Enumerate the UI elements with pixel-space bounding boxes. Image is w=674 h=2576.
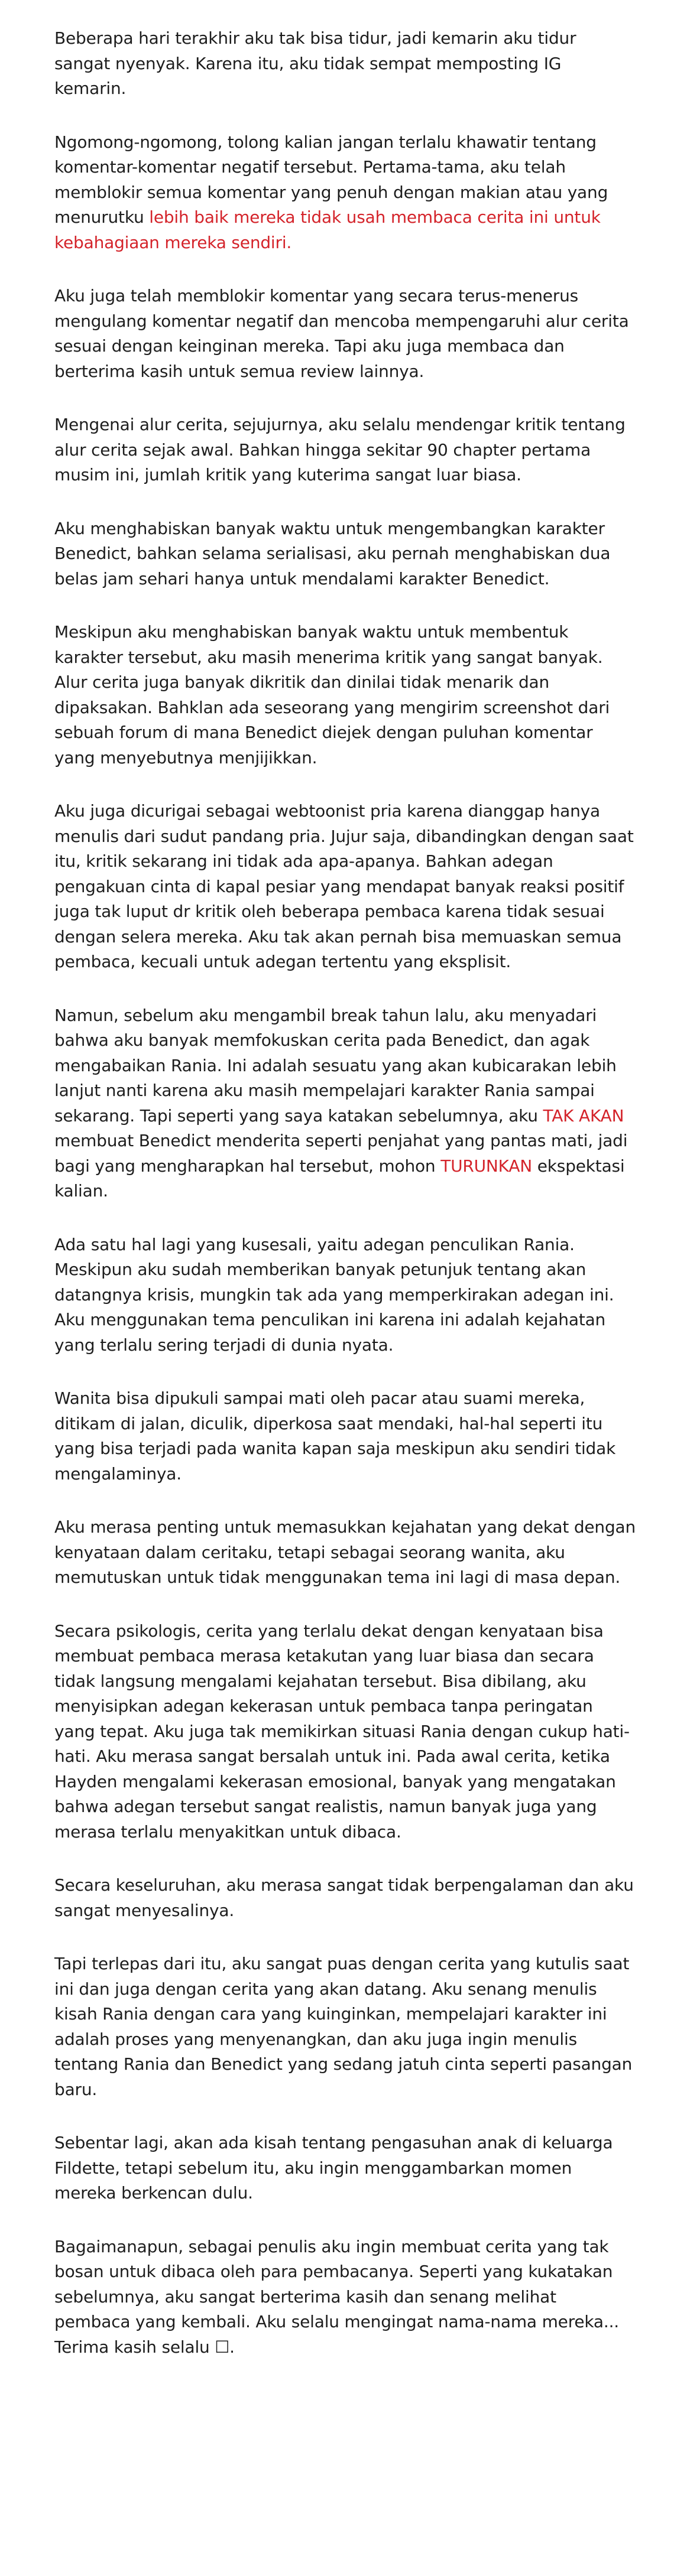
highlighted-text: TAK AKAN <box>543 1105 624 1126</box>
paragraph-text: Ada satu hal lagi yang kusesali, yaitu adegan penculikan Rania. Meskipun aku sudah memberikan banyak petunjuk tentang akan datangnya krisis, mungkin tak ada yang memperkirakan adegan ini. Aku menggunakan tema penculikan ini karena ini adalah kejahatan yang terlalu sering terjadi di dunia nyata. <box>54 1234 614 1355</box>
note-paragraph <box>54 620 637 770</box>
highlighted-text: lebih baik mereka tidak usah membaca cerita ini untuk kebahagiaan mereka sendiri. <box>54 207 601 252</box>
paragraph-text: membuat Benedict menderita seperti penjahat yang pantas mati, jadi bagi yang mengharapkan hal tersebut, mohon <box>54 1131 628 1176</box>
note-paragraph <box>54 1386 637 1487</box>
paragraph-text: Namun, sebelum aku mengambil break tahun lalu, aku menyadari bahwa aku banyak memfokuskan cerita pada Benedict, dan agak mengabaikan Rania. Ini adalah sesuatu yang akan kubicarakan lebih lanjut nanti karena aku masih mempelajari karakter Rania sampai sekarang. Tapi seperti yang saya katakan sebelumnya, aku <box>54 1005 617 1126</box>
note-paragraph <box>54 2235 637 2360</box>
paragraph-text: Aku merasa penting untuk memasukkan kejahatan yang dekat dengan kenyataan dalam ceritaku, tetapi sebagai seorang wanita, aku memutuskan untuk tidak menggunakan tema ini lagi di masa depan. <box>54 1517 636 1587</box>
paragraph-text: ekspektasi kalian. <box>54 1156 625 1201</box>
author-note-column <box>54 26 637 2388</box>
note-paragraph <box>54 799 637 975</box>
note-paragraph <box>54 2131 637 2206</box>
note-paragraph <box>54 1515 637 1591</box>
paragraph-text: Secara keseluruhan, aku merasa sangat tidak berpengalaman dan aku sangat menyesalinya. <box>54 1875 634 1920</box>
note-paragraph <box>54 1619 637 1845</box>
paragraph-text: Meskipun aku menghabiskan banyak waktu untuk membentuk karakter tersebut, aku masih menerima kritik yang sangat banyak. Alur cerita juga banyak dikritik dan dinilai tidak menarik dan dipaksakan. Bahklan ada seseorang yang mengirim screenshot dari sebuah forum di mana Benedict diejek dengan puluhan komentar yang menyebutnya menjijikkan. <box>54 622 610 767</box>
paragraph-text: Bagaimanapun, sebagai penulis aku ingin membuat cerita yang tak bosan untuk dibaca oleh para pembacanya. Seperti yang kukatakan sebelumnya, aku sangat berterima kasih dan senang melihat pembaca yang kembali. Aku selalu mengingat nama-nama mereka... Terima kasih selalu ☐. <box>54 2236 619 2357</box>
paragraph-text: Aku juga dicurigai sebagai webtoonist pria karena dianggap hanya menulis dari sudut pandang pria. Jujur saja, dibandingkan dengan saat itu, kritik sekarang ini tidak ada apa-apanya. Bahkan adegan pengakuan cinta di kapal pesiar yang mendapat banyak reaksi positif juga tak luput dr kritik oleh beberapa pembaca karena tidak sesuai dengan selera mereka. Aku tak akan pernah bisa memuaskan semua pembaca, kecuali untuk adegan tertentu yang eksplisit. <box>54 801 634 971</box>
paragraph-text: Aku menghabiskan banyak waktu untuk mengembangkan karakter Benedict, bahkan selama serialisasi, aku pernah menghabiskan dua belas jam sehari hanya untuk mendalami karakter Benedict. <box>54 518 611 588</box>
note-paragraph <box>54 412 637 488</box>
note-paragraph <box>54 284 637 384</box>
paragraph-text: Secara psikologis, cerita yang terlalu dekat dengan kenyataan bisa membuat pembaca merasa ketakutan yang luar biasa dan secara tidak langsung mengalami kejahatan tersebut. Bisa dibilang, aku menyisipkan adegan kekerasan untuk pembaca tanpa peringatan yang tepat. Aku juga tak memikirkan situasi Rania dengan cukup hati-hati. Aku merasa sangat bersalah untuk ini. Pada awal cerita, ketika Hayden mengalami kekerasan emosional, banyak yang mengatakan bahwa adegan tersebut sangat realistis, namun banyak juga yang merasa terlalu menyakitkan untuk dibaca. <box>54 1621 630 1842</box>
note-paragraph <box>54 1003 637 1204</box>
paragraph-text: Beberapa hari terakhir aku tak bisa tidur, jadi kemarin aku tidur sangat nyenyak. Karena itu, aku tidak sempat memposting IG kemarin. <box>54 28 576 98</box>
paragraph-text: Mengenai alur cerita, sejujurnya, aku selalu mendengar kritik tentang alur cerita sejak awal. Bahkan hingga sekitar 90 chapter pertama musim ini, jumlah kritik yang kuterima sangat luar biasa. <box>54 415 626 484</box>
paragraph-text: Wanita bisa dipukuli sampai mati oleh pacar atau suami mereka, ditikam di jalan, diculik, diperkosa saat mendaki, hal-hal seperti itu yang bisa terjadi pada wanita kapan saja meskipun aku sendiri tidak mengalaminya. <box>54 1388 616 1484</box>
note-paragraph <box>54 130 637 256</box>
note-paragraph <box>54 1951 637 2102</box>
paragraph-text: Sebentar lagi, akan ada kisah tentang pengasuhan anak di keluarga Fildette, tetapi sebelum itu, aku ingin menggambarkan momen mereka berkencan dulu. <box>54 2133 613 2203</box>
note-paragraph <box>54 1873 637 1923</box>
note-paragraph <box>54 516 637 592</box>
paragraph-text: Aku juga telah memblokir komentar yang secara terus-menerus mengulang komentar negatif dan mencoba mempengaruhi alur cerita sesuai dengan keinginan mereka. Tapi aku juga membaca dan berterima kasih untuk semua review lainnya. <box>54 286 629 381</box>
highlighted-text: TURUNKAN <box>440 1156 533 1176</box>
note-paragraph <box>54 1232 637 1358</box>
paragraph-text: Tapi terlepas dari itu, aku sangat puas dengan cerita yang kutulis saat ini dan juga dengan cerita yang akan datang. Aku senang menulis kisah Rania dengan cara yang kuinginkan, mempelajari karakter ini adalah proses yang menyenangkan, dan aku juga ingin menulis tentang Rania dan Benedict yang sedang jatuh cinta seperti pasangan baru. <box>54 1954 633 2099</box>
paragraph-text: Ngomong-ngomong, tolong kalian jangan terlalu khawatir tentang komentar-komentar negatif tersebut. Pertama-tama, aku telah memblokir semua komentar yang penuh dengan makian atau yang menurutku <box>54 132 608 227</box>
note-paragraph <box>54 26 637 102</box>
